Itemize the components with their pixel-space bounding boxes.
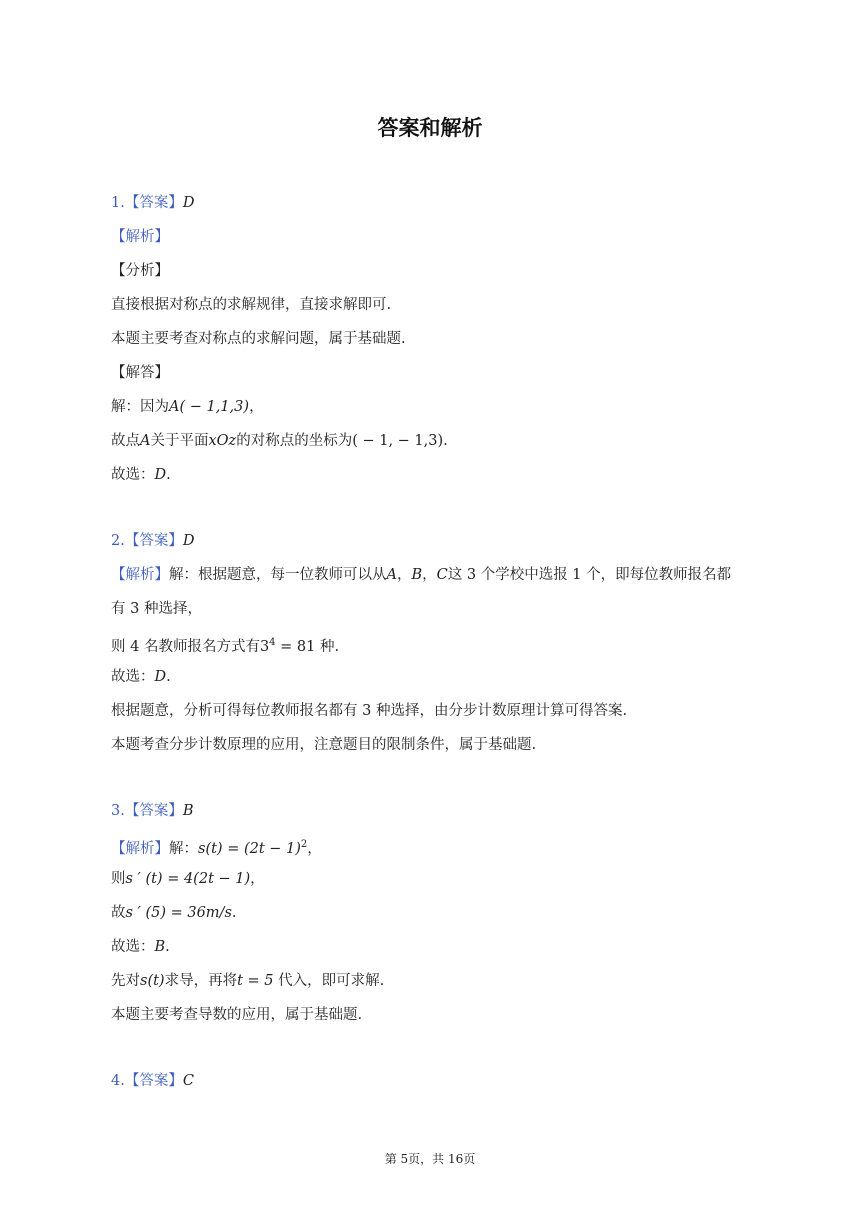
math-expr: C [436,567,448,583]
q1-answer-line [111,186,761,220]
q1-answer-tag: 【答案】 [124,195,183,211]
q2-solution-2: 有 3 种选择， [111,601,202,617]
math-expr: t = 5 [237,973,274,989]
text: 故 [111,905,126,921]
text: 故选： [111,669,155,685]
q2-solution-1 [111,558,761,592]
math-expr: B [154,939,166,955]
q3-solution-3 [111,896,761,930]
text: . [165,939,170,955]
text: 这 3 个学校中选报 1 个，即每位教师报名都 [447,567,732,583]
text: . [166,669,171,685]
q1-solution-3 [111,458,761,492]
q1-answer: D [182,195,195,211]
q3-number: 3. [111,803,125,819]
q4-answer-tag: 【答案】 [124,1073,183,1089]
text: = 81 种. [275,638,340,655]
text: 解：根据题意，每一位教师可以从 [169,567,387,583]
q3-solution-5 [111,964,761,998]
text: 求导，再将 [164,973,238,989]
math-expr: s ′ (5) = 36m/s [125,905,232,921]
q2-answer-line [111,524,761,558]
text: ， [396,567,412,583]
text: 故选： [111,939,155,955]
q2-solution-6: 本题考查分步计数原理的应用，注意题目的限制条件，属于基础题. [111,737,537,753]
q3-solution-6: 本题主要考查导数的应用，属于基础题. [111,1007,363,1023]
text: ， [249,399,264,415]
text: 解： [169,840,198,857]
math-expr: D [154,669,167,685]
math-expr: s ′ (t) = 4(2t − 1) [125,871,251,887]
q4-answer: C [182,1073,194,1089]
text: 解：因为 [111,399,169,415]
math-expr: s(t) [140,973,165,989]
text: 故选： [111,467,155,483]
text: ， [422,567,437,583]
q3-solution-2 [111,862,761,896]
q2-analysis-tag: 【解析】 [111,567,169,583]
text: 则 4 名教师报名方式有3 [111,638,270,655]
text: . [231,905,237,921]
text: 则 [111,871,126,887]
q3-analysis-tag: 【解析】 [111,840,169,857]
superscript: 4 [269,637,276,648]
superscript: 2 [300,839,308,850]
q1-jieda-tag: 【解答】 [111,365,169,381]
math-expr: A( − 1,1,3) [169,399,250,415]
q1-solution-2 [111,424,761,458]
q3-answer-tag: 【答案】 [124,803,183,819]
q4-number: 4. [111,1073,125,1089]
math-expr: xOz [208,433,237,449]
text: 故点 [111,433,140,449]
q3-answer-line [111,794,761,828]
q4-answer-line [111,1064,761,1098]
q2-number: 2. [111,533,125,549]
math-expr: D [154,467,167,483]
text: . [166,467,171,483]
q3-answer: B [182,803,194,819]
q1-fenxi-tag: 【分析】 [111,263,169,279]
q2-answer: D [182,533,195,549]
q1-solution-1 [111,390,761,424]
q2-solution-4 [111,660,761,694]
q1-fenxi-2: 本题主要考查对称点的求解问题，属于基础题. [111,331,406,347]
math-expr: s(t) = (2t − 1) [198,840,301,857]
answer-content [111,186,761,1098]
math-expr: A [140,433,151,449]
q2-solution-3 [111,626,761,660]
q2-solution-5: 根据题意，分析可得每位教师报名都有 3 种选择，由分步计数原理计算可得答案. [111,703,628,719]
q3-solution-1 [111,828,761,862]
text: 的对称点的坐标为( − 1, − 1,3). [236,433,448,449]
q1-fenxi-1: 直接根据对称点的求解规律，直接求解即可. [111,297,392,313]
page-title: 答案和解析 [377,115,483,140]
text: 代入，即可求解. [273,973,385,989]
q1-analysis-tag: 【解析】 [111,229,169,245]
text: ， [307,840,322,857]
text: 关于平面 [150,433,209,449]
math-expr: B [411,567,423,583]
text: ， [250,871,265,887]
math-expr: A [386,567,397,583]
text: 先对 [111,973,140,989]
q3-solution-4 [111,930,761,964]
page-footer: 第 5页，共 16页 [384,1152,476,1166]
q1-number: 1. [111,195,125,211]
q2-answer-tag: 【答案】 [124,533,183,549]
